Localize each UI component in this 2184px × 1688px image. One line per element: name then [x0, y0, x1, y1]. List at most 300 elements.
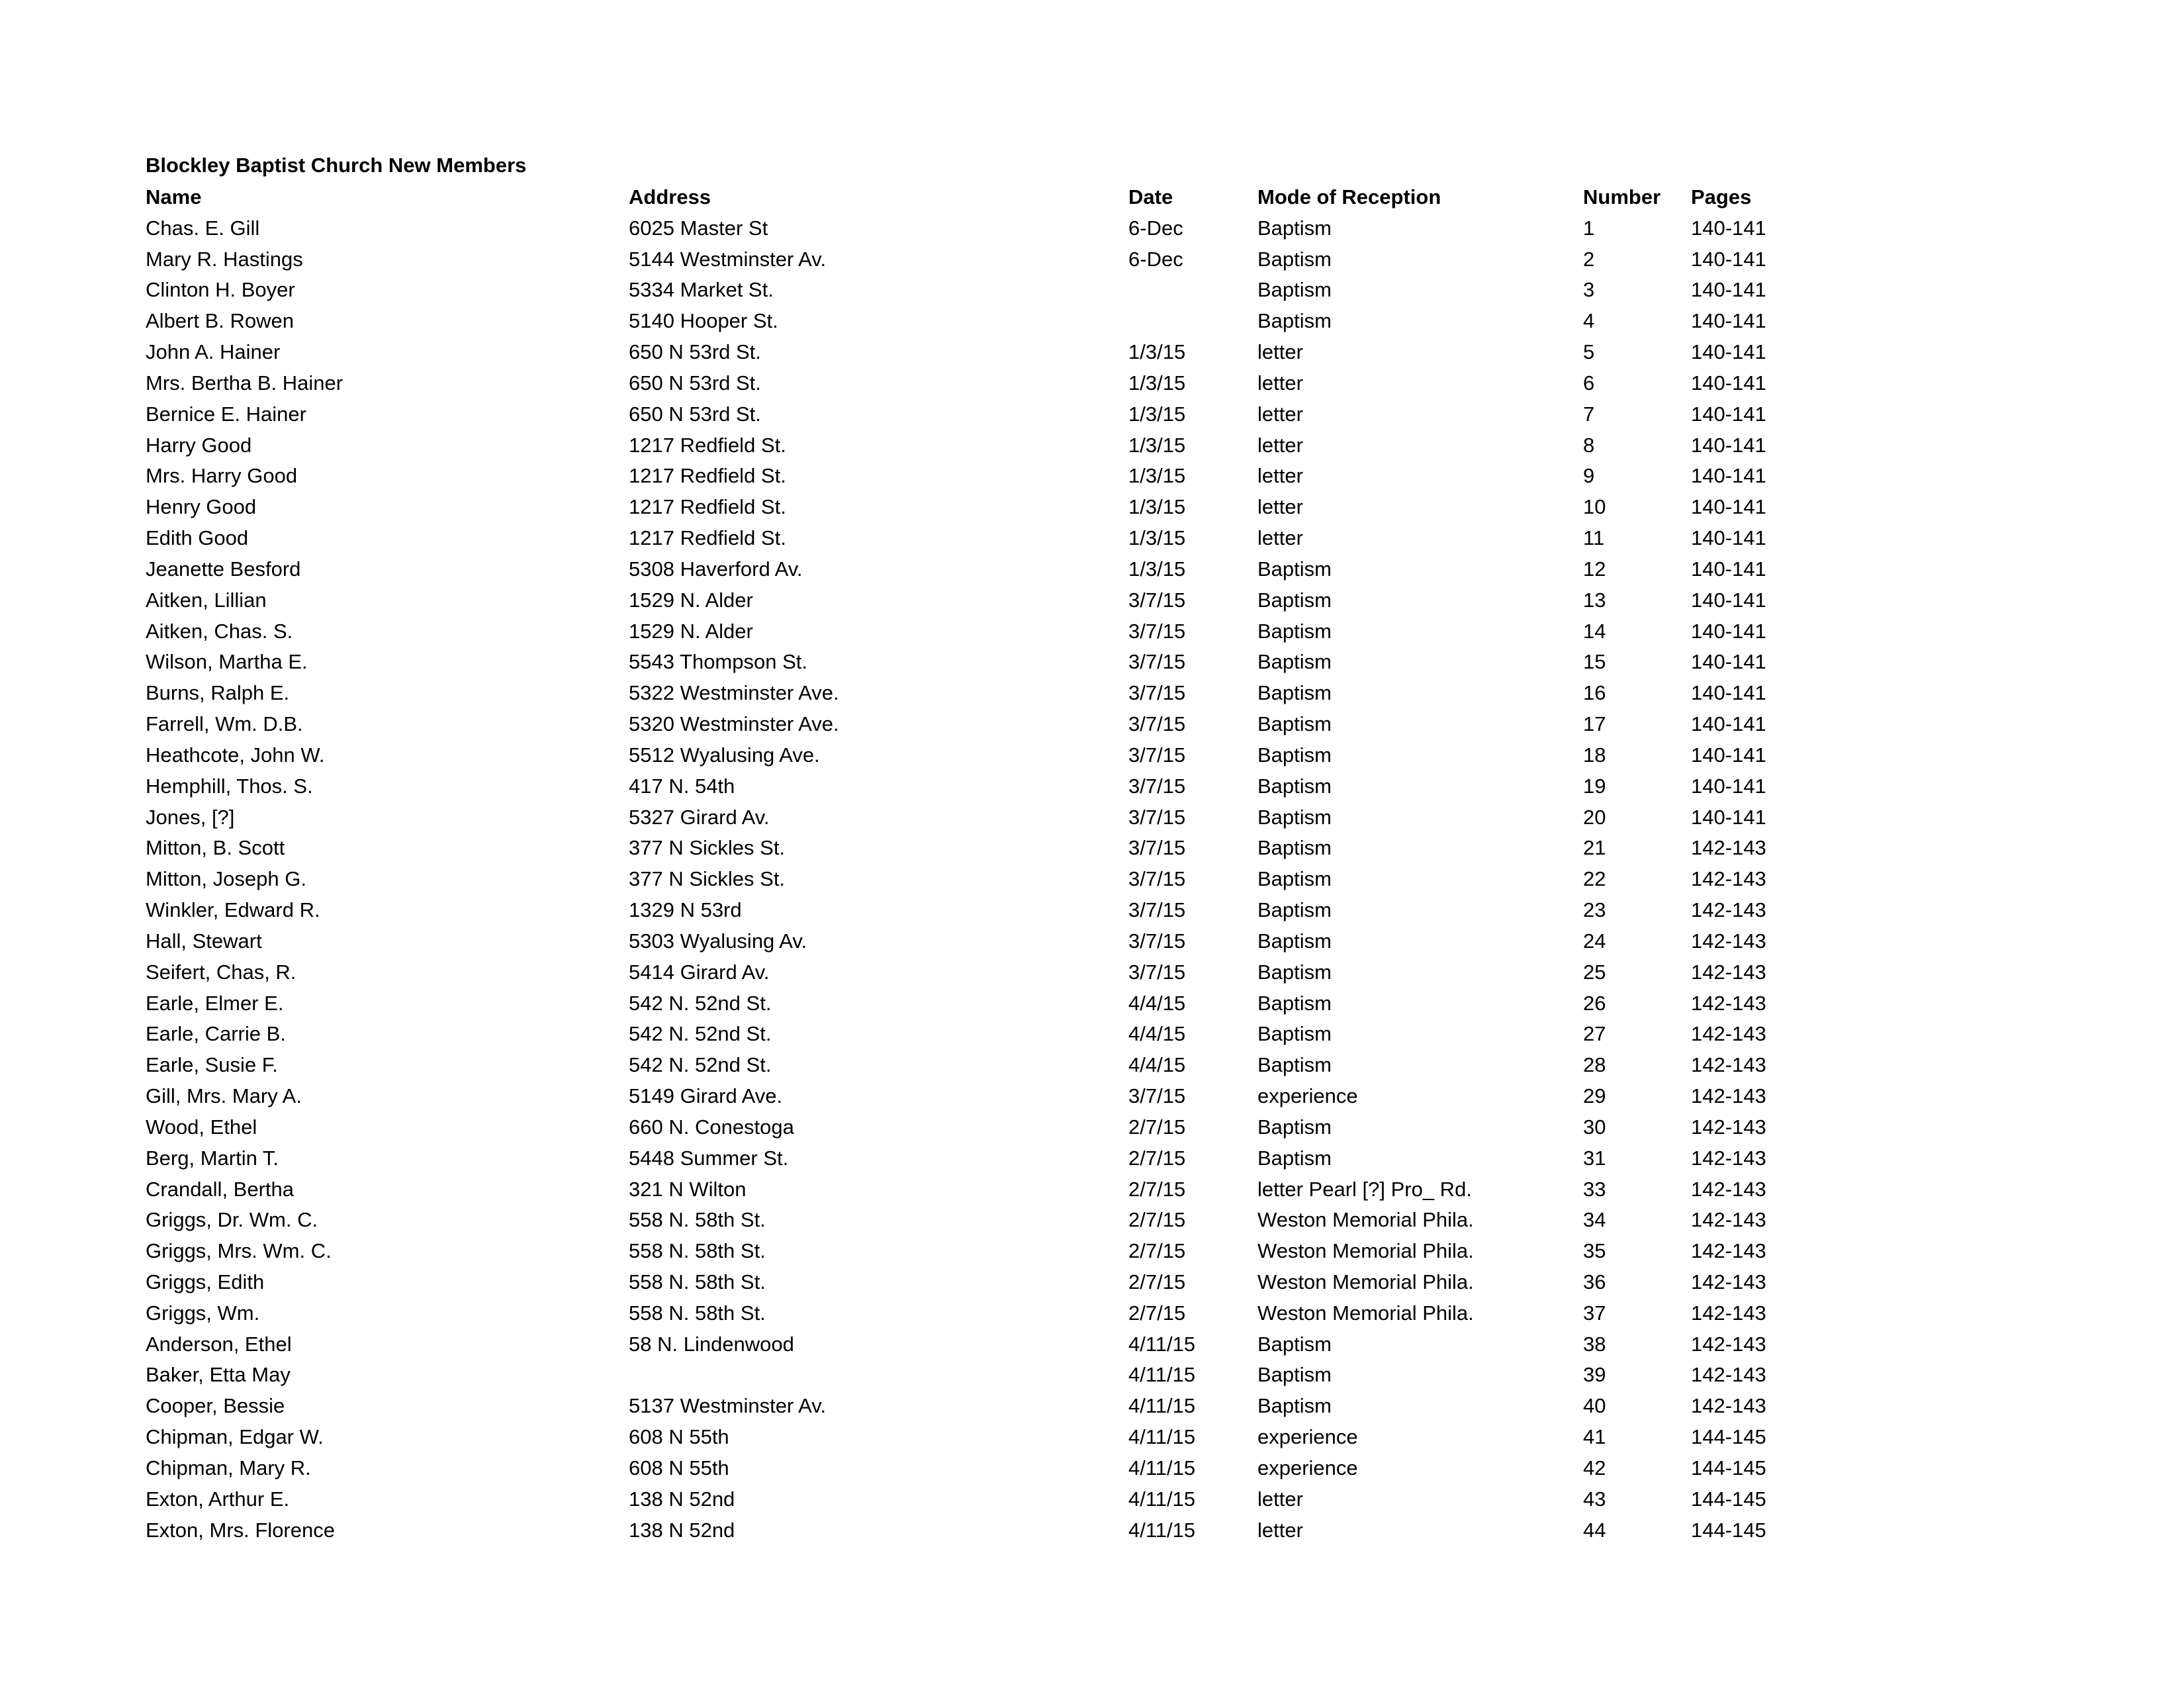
- cell-date: 1/3/15: [1128, 371, 1186, 395]
- cell-pages: 142-143: [1691, 1332, 1766, 1356]
- cell-mode-of-reception: Baptism: [1257, 1115, 1332, 1139]
- cell-address: 138 N 52nd: [629, 1518, 735, 1542]
- cell-mode-of-reception: Weston Memorial Phila.: [1257, 1270, 1474, 1293]
- cell-mode-of-reception: letter: [1257, 495, 1303, 519]
- cell-name: Hall, Stewart: [146, 929, 262, 953]
- cell-address: 650 N 53rd St.: [629, 402, 761, 426]
- cell-date: 4/11/15: [1128, 1332, 1196, 1356]
- cell-address: 417 N. 54th: [629, 774, 735, 798]
- cell-date: 4/11/15: [1128, 1425, 1196, 1449]
- cell-mode-of-reception: Baptism: [1257, 712, 1332, 736]
- cell-number: 40: [1583, 1394, 1606, 1418]
- cell-name: Winkler, Edward R.: [146, 898, 320, 922]
- table-row: [146, 926, 1956, 957]
- cell-pages: 140-141: [1691, 743, 1766, 767]
- cell-pages: 142-143: [1691, 1177, 1766, 1201]
- table-row: [146, 957, 1956, 988]
- cell-name: Chipman, Mary R.: [146, 1456, 311, 1479]
- table-row: [146, 368, 1956, 399]
- cell-address: 5137 Westminster Av.: [629, 1394, 827, 1418]
- table-row: [146, 1143, 1956, 1174]
- cell-address: 377 N Sickles St.: [629, 867, 786, 891]
- cell-date: 4/4/15: [1128, 1022, 1186, 1046]
- cell-date: 3/7/15: [1128, 681, 1186, 705]
- column-header-name: Name: [146, 185, 202, 209]
- cell-pages: 140-141: [1691, 495, 1766, 519]
- cell-address: 542 N. 52nd St.: [629, 991, 772, 1015]
- cell-date: 1/3/15: [1128, 557, 1186, 581]
- cell-date: 3/7/15: [1128, 650, 1186, 674]
- cell-pages: 140-141: [1691, 247, 1766, 271]
- cell-number: 28: [1583, 1053, 1606, 1077]
- table-row: [146, 1205, 1956, 1236]
- cell-pages: 144-145: [1691, 1456, 1766, 1479]
- cell-date: 3/7/15: [1128, 929, 1186, 953]
- cell-name: Mrs. Bertha B. Hainer: [146, 371, 343, 395]
- cell-mode-of-reception: Baptism: [1257, 898, 1332, 922]
- cell-name: Gill, Mrs. Mary A.: [146, 1084, 302, 1108]
- cell-mode-of-reception: letter: [1257, 433, 1303, 457]
- cell-mode-of-reception: letter: [1257, 464, 1303, 488]
- table-row: [146, 244, 1956, 275]
- cell-pages: 140-141: [1691, 526, 1766, 550]
- cell-pages: 142-143: [1691, 1394, 1766, 1418]
- cell-address: 1217 Redfield St.: [629, 495, 786, 519]
- cell-date: 1/3/15: [1128, 526, 1186, 550]
- cell-mode-of-reception: Weston Memorial Phila.: [1257, 1301, 1474, 1325]
- table-row: [146, 1236, 1956, 1267]
- cell-number: 41: [1583, 1425, 1606, 1449]
- cell-pages: 142-143: [1691, 1115, 1766, 1139]
- cell-number: 22: [1583, 867, 1606, 891]
- table-row: [146, 399, 1956, 430]
- table-row: [146, 213, 1956, 244]
- cell-address: 5144 Westminster Av.: [629, 247, 827, 271]
- cell-name: Henry Good: [146, 495, 257, 519]
- table-row: [146, 1453, 1956, 1484]
- cell-date: 3/7/15: [1128, 836, 1186, 860]
- cell-address: 1217 Redfield St.: [629, 433, 786, 457]
- cell-address: 5334 Market St.: [629, 278, 774, 302]
- cell-name: Harry Good: [146, 433, 252, 457]
- column-header-address: Address: [629, 185, 711, 209]
- cell-mode-of-reception: Weston Memorial Phila.: [1257, 1208, 1474, 1232]
- cell-mode-of-reception: Baptism: [1257, 1146, 1332, 1170]
- table-row: [146, 1422, 1956, 1453]
- cell-number: 4: [1583, 309, 1595, 333]
- cell-pages: 140-141: [1691, 464, 1766, 488]
- cell-address: 1329 N 53rd: [629, 898, 742, 922]
- cell-number: 30: [1583, 1115, 1606, 1139]
- cell-date: 2/7/15: [1128, 1208, 1186, 1232]
- cell-number: 13: [1583, 588, 1606, 612]
- cell-number: 18: [1583, 743, 1606, 767]
- cell-pages: 144-145: [1691, 1518, 1766, 1542]
- cell-pages: 142-143: [1691, 960, 1766, 984]
- cell-address: 542 N. 52nd St.: [629, 1053, 772, 1077]
- cell-number: 34: [1583, 1208, 1606, 1232]
- table-row: [146, 1298, 1956, 1329]
- cell-address: 321 N Wilton: [629, 1177, 747, 1201]
- cell-name: Griggs, Edith: [146, 1270, 265, 1293]
- cell-mode-of-reception: letter: [1257, 402, 1303, 426]
- cell-number: 15: [1583, 650, 1606, 674]
- cell-pages: 140-141: [1691, 619, 1766, 643]
- cell-date: 6-Dec: [1128, 216, 1183, 240]
- cell-pages: 140-141: [1691, 216, 1766, 240]
- cell-pages: 140-141: [1691, 805, 1766, 829]
- cell-mode-of-reception: experience: [1257, 1084, 1358, 1108]
- table-row: [146, 1484, 1956, 1515]
- cell-number: 5: [1583, 340, 1595, 364]
- cell-pages: 142-143: [1691, 1084, 1766, 1108]
- cell-pages: 142-143: [1691, 1022, 1766, 1046]
- table-row: [146, 895, 1956, 926]
- cell-mode-of-reception: Weston Memorial Phila.: [1257, 1239, 1474, 1263]
- cell-number: 24: [1583, 929, 1606, 953]
- cell-mode-of-reception: Baptism: [1257, 960, 1332, 984]
- cell-number: 6: [1583, 371, 1595, 395]
- cell-date: 4/11/15: [1128, 1363, 1196, 1387]
- cell-number: 1: [1583, 216, 1595, 240]
- cell-mode-of-reception: Baptism: [1257, 1363, 1332, 1387]
- cell-name: Heathcote, John W.: [146, 743, 325, 767]
- cell-date: [1128, 275, 1257, 306]
- cell-date: 3/7/15: [1128, 588, 1186, 612]
- cell-number: 9: [1583, 464, 1595, 488]
- cell-number: 29: [1583, 1084, 1606, 1108]
- cell-address: 5149 Girard Ave.: [629, 1084, 783, 1108]
- cell-mode-of-reception: Baptism: [1257, 743, 1332, 767]
- table-row: [146, 1081, 1956, 1112]
- cell-mode-of-reception: Baptism: [1257, 929, 1332, 953]
- cell-pages: 140-141: [1691, 712, 1766, 736]
- cell-mode-of-reception: letter Pearl [?] Pro_ Rd.: [1257, 1177, 1472, 1201]
- cell-name: Exton, Mrs. Florence: [146, 1518, 335, 1542]
- cell-date: 3/7/15: [1128, 805, 1186, 829]
- cell-address: 5327 Girard Av.: [629, 805, 770, 829]
- cell-date: [1128, 306, 1257, 337]
- cell-address: 138 N 52nd: [629, 1487, 735, 1511]
- cell-mode-of-reception: letter: [1257, 340, 1303, 364]
- cell-mode-of-reception: Baptism: [1257, 216, 1332, 240]
- cell-pages: 144-145: [1691, 1425, 1766, 1449]
- cell-address: 5448 Summer St.: [629, 1146, 789, 1170]
- table-header-row: [146, 182, 1956, 213]
- cell-pages: 140-141: [1691, 650, 1766, 674]
- cell-date: 1/3/15: [1128, 402, 1186, 426]
- cell-number: 25: [1583, 960, 1606, 984]
- cell-name: Earle, Susie F.: [146, 1053, 278, 1077]
- members-table: [146, 182, 1956, 1546]
- cell-address: [629, 1360, 1128, 1391]
- table-row: [146, 1391, 1956, 1422]
- cell-address: 608 N 55th: [629, 1456, 729, 1479]
- table-row: [146, 709, 1956, 740]
- cell-name: Farrell, Wm. D.B.: [146, 712, 303, 736]
- cell-pages: 142-143: [1691, 1239, 1766, 1263]
- table-row: [146, 430, 1956, 461]
- cell-pages: 140-141: [1691, 774, 1766, 798]
- column-header-pages: Pages: [1691, 185, 1752, 209]
- cell-mode-of-reception: Baptism: [1257, 991, 1332, 1015]
- cell-date: 3/7/15: [1128, 898, 1186, 922]
- cell-date: 2/7/15: [1128, 1301, 1186, 1325]
- cell-mode-of-reception: letter: [1257, 371, 1303, 395]
- cell-mode-of-reception: Baptism: [1257, 278, 1332, 302]
- cell-address: 650 N 53rd St.: [629, 371, 761, 395]
- table-row: [146, 1329, 1956, 1360]
- cell-address: 5320 Westminster Ave.: [629, 712, 839, 736]
- cell-address: 377 N Sickles St.: [629, 836, 786, 860]
- cell-number: 7: [1583, 402, 1595, 426]
- cell-name: Chipman, Edgar W.: [146, 1425, 324, 1449]
- cell-name: John A. Hainer: [146, 340, 281, 364]
- cell-mode-of-reception: Baptism: [1257, 836, 1332, 860]
- cell-number: 33: [1583, 1177, 1606, 1201]
- cell-date: 1/3/15: [1128, 433, 1186, 457]
- cell-mode-of-reception: Baptism: [1257, 774, 1332, 798]
- cell-number: 17: [1583, 712, 1606, 736]
- cell-address: 5303 Wyalusing Av.: [629, 929, 807, 953]
- table-row: [146, 337, 1956, 368]
- cell-pages: 140-141: [1691, 402, 1766, 426]
- cell-pages: 140-141: [1691, 309, 1766, 333]
- cell-name: Aitken, Chas. S.: [146, 619, 293, 643]
- table-row: [146, 1360, 1956, 1391]
- table-row: [146, 1112, 1956, 1143]
- table-row: [146, 1019, 1956, 1050]
- cell-mode-of-reception: letter: [1257, 1487, 1303, 1511]
- cell-number: 2: [1583, 247, 1595, 271]
- cell-date: 3/7/15: [1128, 1084, 1186, 1108]
- cell-date: 1/3/15: [1128, 464, 1186, 488]
- table-row: [146, 1050, 1956, 1081]
- table-row: [146, 771, 1956, 802]
- cell-mode-of-reception: Baptism: [1257, 867, 1332, 891]
- cell-name: Jeanette Besford: [146, 557, 301, 581]
- cell-address: 608 N 55th: [629, 1425, 729, 1449]
- cell-name: Mary R. Hastings: [146, 247, 303, 271]
- cell-date: 2/7/15: [1128, 1270, 1186, 1293]
- cell-address: 542 N. 52nd St.: [629, 1022, 772, 1046]
- cell-mode-of-reception: Baptism: [1257, 1022, 1332, 1046]
- cell-name: Mrs. Harry Good: [146, 464, 298, 488]
- cell-pages: 142-143: [1691, 867, 1766, 891]
- cell-address: 660 N. Conestoga: [629, 1115, 794, 1139]
- cell-name: Edith Good: [146, 526, 249, 550]
- cell-address: 1217 Redfield St.: [629, 526, 786, 550]
- cell-pages: 140-141: [1691, 433, 1766, 457]
- cell-name: Crandall, Bertha: [146, 1177, 295, 1201]
- table-row: [146, 554, 1956, 585]
- cell-mode-of-reception: letter: [1257, 1518, 1303, 1542]
- cell-date: 4/11/15: [1128, 1518, 1196, 1542]
- cell-address: 5140 Hooper St.: [629, 309, 778, 333]
- cell-name: Wood, Ethel: [146, 1115, 257, 1139]
- cell-name: Griggs, Mrs. Wm. C.: [146, 1239, 332, 1263]
- cell-date: 6-Dec: [1128, 247, 1183, 271]
- cell-name: Jones, [?]: [146, 805, 235, 829]
- cell-name: Mitton, Joseph G.: [146, 867, 306, 891]
- table-row: [146, 740, 1956, 771]
- cell-mode-of-reception: Baptism: [1257, 619, 1332, 643]
- cell-number: 19: [1583, 774, 1606, 798]
- cell-date: 2/7/15: [1128, 1115, 1186, 1139]
- cell-pages: 142-143: [1691, 1146, 1766, 1170]
- cell-number: 16: [1583, 681, 1606, 705]
- cell-mode-of-reception: Baptism: [1257, 805, 1332, 829]
- column-header-date: Date: [1128, 185, 1173, 209]
- cell-number: 14: [1583, 619, 1606, 643]
- cell-number: 44: [1583, 1518, 1606, 1542]
- cell-number: 27: [1583, 1022, 1606, 1046]
- cell-pages: 142-143: [1691, 1053, 1766, 1077]
- cell-date: 3/7/15: [1128, 619, 1186, 643]
- cell-name: Griggs, Dr. Wm. C.: [146, 1208, 318, 1232]
- table-row: [146, 461, 1956, 492]
- cell-name: Cooper, Bessie: [146, 1394, 285, 1418]
- cell-pages: 142-143: [1691, 991, 1766, 1015]
- table-row: [146, 1267, 1956, 1298]
- table-row: [146, 833, 1956, 864]
- table-row: [146, 585, 1956, 616]
- column-header-number: Number: [1583, 185, 1661, 209]
- cell-pages: 142-143: [1691, 836, 1766, 860]
- cell-address: 1529 N. Alder: [629, 619, 753, 643]
- cell-date: 3/7/15: [1128, 960, 1186, 984]
- cell-date: 1/3/15: [1128, 340, 1186, 364]
- cell-address: 5543 Thompson St.: [629, 650, 807, 674]
- cell-number: 3: [1583, 278, 1595, 302]
- cell-number: 20: [1583, 805, 1606, 829]
- cell-number: 39: [1583, 1363, 1606, 1387]
- page-title: Blockley Baptist Church New Members: [146, 154, 527, 177]
- cell-pages: 142-143: [1691, 1301, 1766, 1325]
- cell-name: Clinton H. Boyer: [146, 278, 295, 302]
- cell-date: 4/11/15: [1128, 1487, 1196, 1511]
- cell-number: 43: [1583, 1487, 1606, 1511]
- cell-pages: 142-143: [1691, 1363, 1766, 1387]
- cell-pages: 142-143: [1691, 929, 1766, 953]
- cell-number: 31: [1583, 1146, 1606, 1170]
- cell-address: 5308 Haverford Av.: [629, 557, 803, 581]
- cell-address: 558 N. 58th St.: [629, 1239, 766, 1263]
- table-row: [146, 275, 1956, 306]
- table-row: [146, 678, 1956, 709]
- cell-name: Berg, Martin T.: [146, 1146, 279, 1170]
- cell-name: Bernice E. Hainer: [146, 402, 306, 426]
- cell-name: Burns, Ralph E.: [146, 681, 290, 705]
- cell-address: 6025 Master St: [629, 216, 768, 240]
- cell-name: Albert B. Rowen: [146, 309, 294, 333]
- table-row: [146, 492, 1956, 523]
- cell-date: 2/7/15: [1128, 1146, 1186, 1170]
- cell-date: 3/7/15: [1128, 774, 1186, 798]
- cell-mode-of-reception: Baptism: [1257, 1394, 1332, 1418]
- table-row: [146, 802, 1956, 833]
- cell-pages: 140-141: [1691, 278, 1766, 302]
- cell-pages: 140-141: [1691, 371, 1766, 395]
- cell-number: 10: [1583, 495, 1606, 519]
- cell-pages: 142-143: [1691, 1270, 1766, 1293]
- cell-address: 558 N. 58th St.: [629, 1301, 766, 1325]
- cell-name: Wilson, Martha E.: [146, 650, 308, 674]
- cell-mode-of-reception: Baptism: [1257, 309, 1332, 333]
- cell-number: 11: [1583, 526, 1605, 550]
- cell-name: Anderson, Ethel: [146, 1332, 292, 1356]
- cell-date: 3/7/15: [1128, 743, 1186, 767]
- cell-address: 5322 Westminster Ave.: [629, 681, 839, 705]
- cell-number: 21: [1583, 836, 1606, 860]
- cell-date: 3/7/15: [1128, 867, 1186, 891]
- cell-name: Aitken, Lillian: [146, 588, 267, 612]
- cell-pages: 140-141: [1691, 557, 1766, 581]
- cell-pages: 142-143: [1691, 1208, 1766, 1232]
- cell-mode-of-reception: experience: [1257, 1425, 1358, 1449]
- cell-number: 8: [1583, 433, 1595, 457]
- cell-date: 4/4/15: [1128, 1053, 1186, 1077]
- cell-pages: 140-141: [1691, 681, 1766, 705]
- cell-address: 558 N. 58th St.: [629, 1208, 766, 1232]
- cell-date: 4/11/15: [1128, 1456, 1196, 1479]
- table-row: [146, 864, 1956, 895]
- cell-mode-of-reception: experience: [1257, 1456, 1358, 1479]
- cell-mode-of-reception: Baptism: [1257, 1053, 1332, 1077]
- cell-name: Earle, Elmer E.: [146, 991, 284, 1015]
- table-row: [146, 1174, 1956, 1205]
- cell-mode-of-reception: letter: [1257, 526, 1303, 550]
- cell-mode-of-reception: Baptism: [1257, 247, 1332, 271]
- cell-number: 35: [1583, 1239, 1606, 1263]
- cell-date: 2/7/15: [1128, 1239, 1186, 1263]
- cell-name: Hemphill, Thos. S.: [146, 774, 313, 798]
- table-row: [146, 1515, 1956, 1546]
- cell-number: 26: [1583, 991, 1606, 1015]
- cell-name: Mitton, B. Scott: [146, 836, 285, 860]
- cell-name: Baker, Etta May: [146, 1363, 291, 1387]
- cell-address: 1529 N. Alder: [629, 588, 753, 612]
- cell-date: 3/7/15: [1128, 712, 1186, 736]
- cell-address: 1217 Redfield St.: [629, 464, 786, 488]
- cell-address: 58 N. Lindenwood: [629, 1332, 794, 1356]
- cell-address: 5414 Girard Av.: [629, 960, 770, 984]
- cell-name: Earle, Carrie B.: [146, 1022, 286, 1046]
- cell-mode-of-reception: Baptism: [1257, 1332, 1332, 1356]
- cell-mode-of-reception: Baptism: [1257, 650, 1332, 674]
- cell-pages: 140-141: [1691, 340, 1766, 364]
- cell-name: Chas. E. Gill: [146, 216, 260, 240]
- cell-mode-of-reception: Baptism: [1257, 588, 1332, 612]
- table-row: [146, 306, 1956, 337]
- cell-name: Griggs, Wm.: [146, 1301, 260, 1325]
- cell-date: 1/3/15: [1128, 495, 1186, 519]
- cell-date: 4/11/15: [1128, 1394, 1196, 1418]
- cell-mode-of-reception: Baptism: [1257, 681, 1332, 705]
- cell-number: 12: [1583, 557, 1606, 581]
- cell-address: 558 N. 58th St.: [629, 1270, 766, 1293]
- cell-address: 5512 Wyalusing Ave.: [629, 743, 820, 767]
- cell-pages: 144-145: [1691, 1487, 1766, 1511]
- cell-mode-of-reception: Baptism: [1257, 557, 1332, 581]
- cell-date: 2/7/15: [1128, 1177, 1186, 1201]
- cell-number: 37: [1583, 1301, 1606, 1325]
- cell-number: 36: [1583, 1270, 1606, 1293]
- table-row: [146, 988, 1956, 1019]
- cell-address: 650 N 53rd St.: [629, 340, 761, 364]
- table-row: [146, 523, 1956, 554]
- table-body: [146, 213, 1956, 1546]
